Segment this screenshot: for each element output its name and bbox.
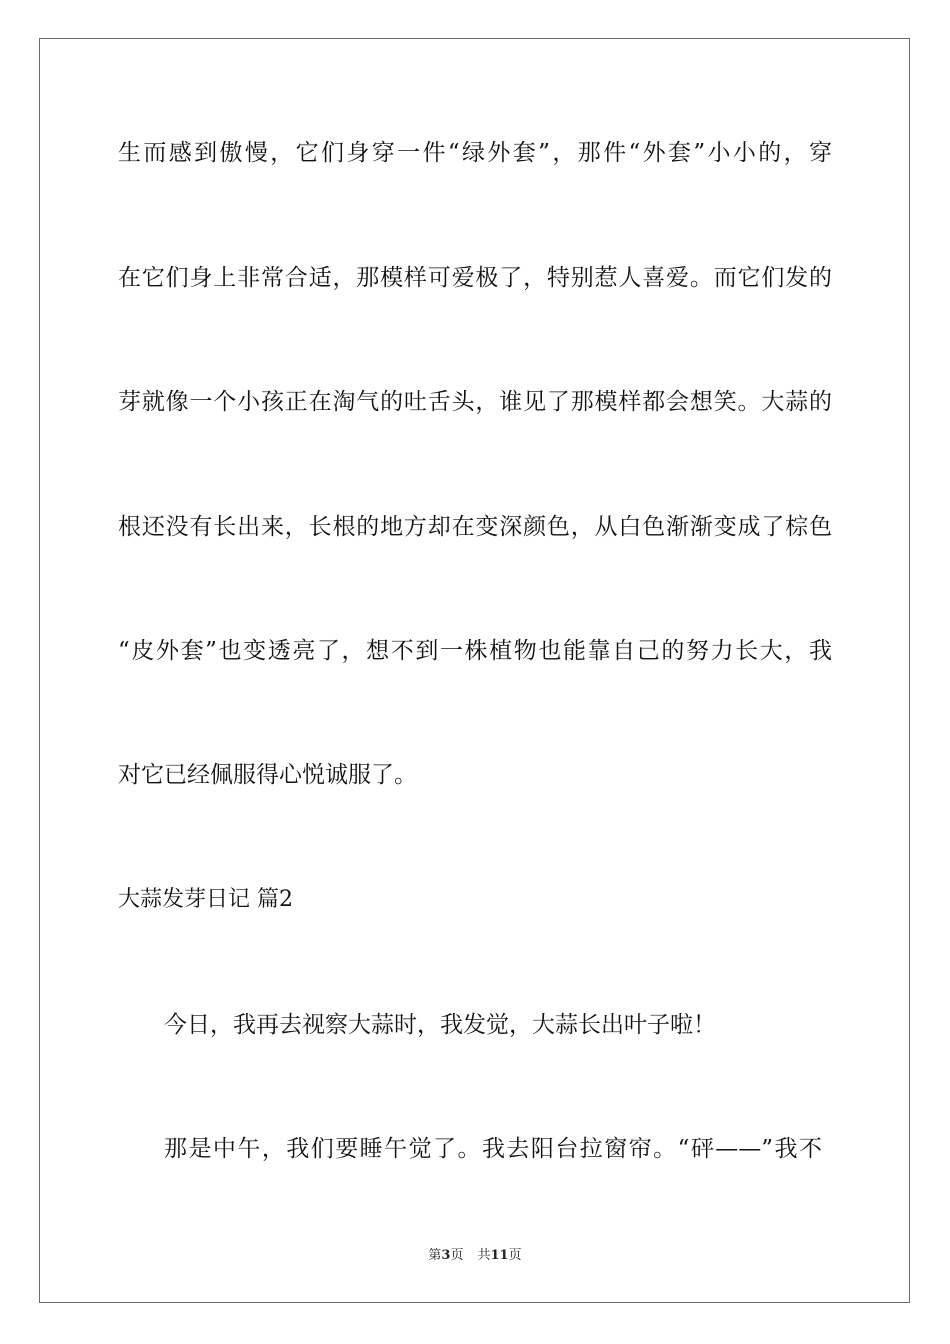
paragraph-1: 今日，我再去视察大蒜时，我发觉，大蒜长出叶子啦！ — [164, 1012, 716, 1038]
body-text-line-4: 根还没有长出来，长根的地方却在变深颜色，从白色渐渐变成了棕色 — [118, 514, 832, 540]
body-text-line-6: 对它已经佩服得心悦诚服了。 — [118, 762, 417, 788]
footer-prefix: 第 — [428, 1248, 442, 1263]
footer-total-suffix: 页 — [508, 1248, 522, 1263]
body-text-line-3: 芽就像一个小孩正在淘气的吐舌头，谁见了那模样都会想笑。大蒜的 — [118, 389, 832, 415]
body-text-line-2: 在它们身上非常合适，那模样可爱极了，特别惹人喜爱。而它们发的 — [118, 265, 832, 291]
page-footer — [0, 1248, 950, 1264]
page-border — [39, 38, 910, 1303]
body-text-line-1: 生而感到傲慢，它们身穿一件“绿外套”，那件“外套”小小的，穿 — [118, 140, 832, 166]
body-text-line-5: “皮外套”也变透亮了，想不到一株植物也能靠自己的努力长大，我 — [118, 638, 832, 664]
footer-page-suffix: 页 — [450, 1248, 464, 1263]
footer-total-prefix: 共 — [477, 1248, 491, 1263]
paragraph-2: 那是中午，我们要睡午觉了。我去阳台拉窗帘。“砰——”我不 — [164, 1136, 822, 1162]
section-heading: 大蒜发芽日记 篇2 — [118, 887, 293, 912]
current-page-number: 3 — [441, 1248, 451, 1263]
total-pages-number: 11 — [490, 1248, 509, 1263]
